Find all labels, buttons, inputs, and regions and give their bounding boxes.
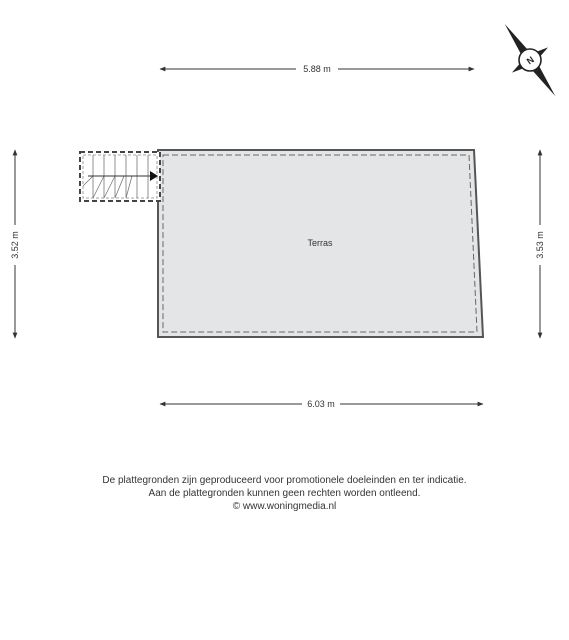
room-label-terras: Terras xyxy=(307,238,333,248)
dimension-bottom-label: 6.03 m xyxy=(307,399,335,409)
disclaimer-line-2: Aan de plattegronden kunnen geen rechten worden ontleend. xyxy=(148,488,421,499)
disclaimer-line-1: De plattegronden zijn geproduceerd voor promotionele doeleinden en ter indicatie. xyxy=(102,475,467,486)
dimension-right xyxy=(535,150,545,338)
compass-needle-north xyxy=(501,22,527,54)
dimension-top xyxy=(160,64,474,74)
compass-needle-south xyxy=(532,66,558,98)
disclaimer-line-3: © www.woningmedia.nl xyxy=(232,501,337,512)
compass-north-label: N xyxy=(524,54,536,67)
dimension-right-label: 3.53 m xyxy=(535,231,545,259)
dimension-left xyxy=(10,150,20,338)
staircase xyxy=(80,152,160,201)
dimension-bottom xyxy=(160,399,483,409)
dimension-left-label: 3.52 m xyxy=(10,231,20,259)
compass xyxy=(487,11,569,108)
dimension-top-label: 5.88 m xyxy=(303,64,331,74)
terrace-area xyxy=(158,150,483,337)
disclaimer xyxy=(0,474,569,513)
